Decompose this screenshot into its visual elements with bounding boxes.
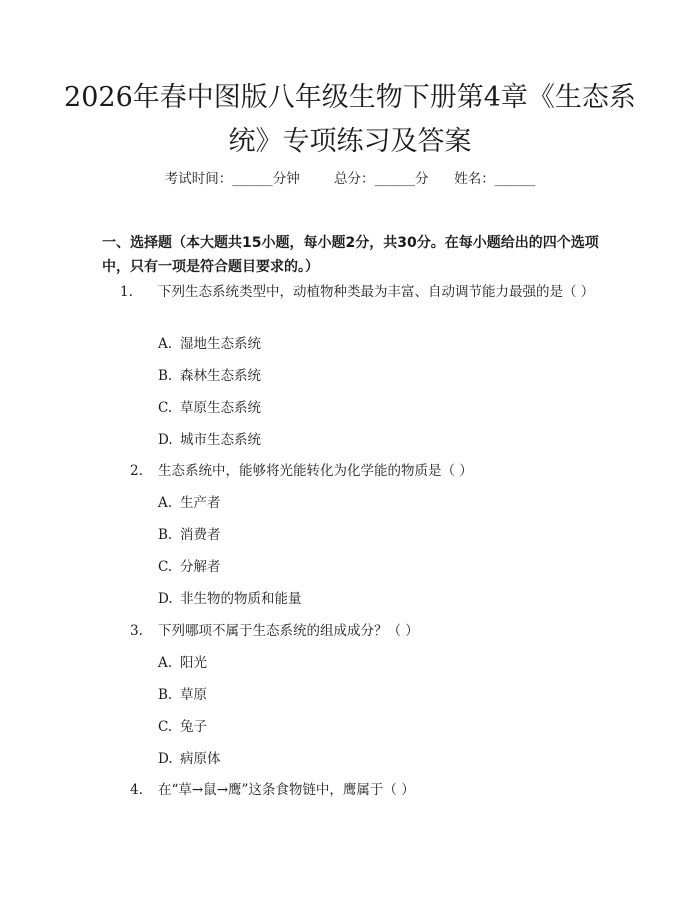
- question-number: 2.: [130, 463, 143, 479]
- question-text: 下列生态系统类型中，动植物种类最为丰富、自动调节能力最强的是（ ）: [158, 284, 595, 300]
- total-score-unit: 分: [415, 171, 429, 187]
- option-letter: A.: [158, 336, 173, 352]
- option-letter: D.: [158, 591, 173, 607]
- question-3-option-d[interactable]: [158, 749, 221, 769]
- total-score-label: 总分：: [334, 171, 375, 187]
- option-letter: C.: [158, 719, 173, 735]
- option-text: 草原生态系统: [180, 400, 261, 416]
- question-1-option-c[interactable]: [158, 398, 261, 418]
- student-name-label: 姓名：: [454, 171, 495, 187]
- question-1: [102, 281, 622, 325]
- option-letter: C.: [158, 559, 173, 575]
- option-letter: A.: [158, 655, 173, 671]
- question-3: [102, 620, 622, 642]
- question-3-option-a[interactable]: [158, 653, 207, 673]
- question-1-option-b[interactable]: [158, 366, 261, 386]
- option-letter: B.: [158, 368, 173, 384]
- option-text: 分解者: [180, 559, 221, 575]
- question-2: [102, 460, 622, 482]
- question-number: 4.: [130, 782, 143, 798]
- question-number: 3.: [130, 623, 143, 639]
- option-text: 病原体: [180, 751, 221, 767]
- question-text: 在“草→鼠→鹰”这条食物链中，鹰属于（ ）: [158, 782, 415, 798]
- question-text: 下列哪项不属于生态系统的组成成分？（ ）: [158, 623, 419, 639]
- option-text: 湿地生态系统: [180, 336, 261, 352]
- question-3-option-b[interactable]: [158, 685, 207, 705]
- option-letter: D.: [158, 751, 173, 767]
- option-text: 阳光: [180, 655, 207, 671]
- option-letter: A.: [158, 495, 173, 511]
- total-score-blank: ______: [374, 171, 416, 187]
- option-text: 兔子: [180, 719, 207, 735]
- question-2-option-b[interactable]: [158, 525, 221, 545]
- question-4: [102, 779, 622, 801]
- question-1-option-a[interactable]: [158, 334, 261, 354]
- exam-time-label: 考试时间：: [164, 171, 233, 187]
- question-text: 生态系统中，能够将光能转化为化学能的物质是（ ）: [158, 463, 473, 479]
- option-text: 非生物的物质和能量: [180, 591, 302, 607]
- option-letter: C.: [158, 400, 173, 416]
- section-heading: 一、选择题（本大题共15小题，每小题2分，共30分。在每小题给出的四个选项中，只有一项是符合题目要求的。）: [102, 235, 599, 275]
- question-3-option-c[interactable]: [158, 717, 207, 737]
- option-letter: B.: [158, 527, 173, 543]
- question-1-option-d[interactable]: [158, 430, 261, 450]
- question-2-option-d[interactable]: [158, 589, 302, 609]
- option-text: 城市生态系统: [180, 432, 261, 448]
- option-text: 草原: [180, 687, 207, 703]
- option-text: 生产者: [180, 495, 221, 511]
- exam-time-unit: 分钟: [272, 171, 300, 187]
- option-text: 森林生态系统: [180, 368, 261, 384]
- page-title: 2026年春中图版八年级生物下册第4章《生态系统》专项练习及答案: [64, 82, 636, 157]
- exam-info-line: [0, 169, 700, 189]
- exam-time-blank: ______: [232, 171, 273, 187]
- question-2-option-a[interactable]: [158, 493, 221, 513]
- student-name-blank: ______: [494, 171, 536, 187]
- question-2-option-c[interactable]: [158, 557, 221, 577]
- option-text: 消费者: [180, 527, 221, 543]
- option-letter: B.: [158, 687, 173, 703]
- question-number: 1.: [120, 284, 133, 300]
- option-letter: D.: [158, 432, 173, 448]
